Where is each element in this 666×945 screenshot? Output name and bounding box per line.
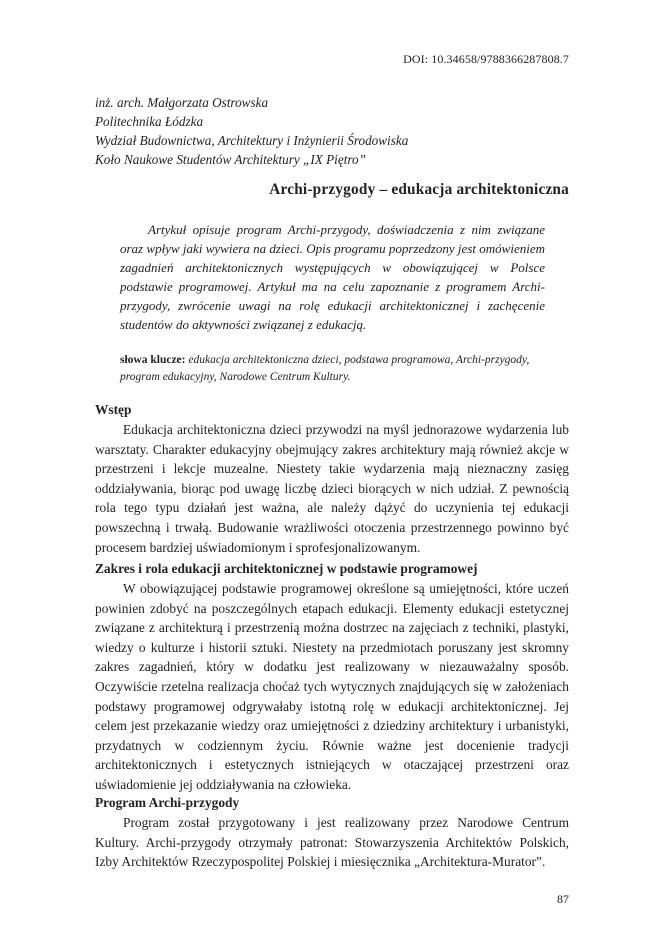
page-number: 87: [557, 892, 569, 906]
section-text-intro: Edukacja architektoniczna dzieci przywodzi na myśl jednorazowe wydarzenia lub warsztaty. Charakter edukacyjny obejmujący zakres architektury mają również akcje w przestrzeni i lekcje muzealne. Niestety takie wydarzenia mają nieznaczny zasięg oddziaływania, biorąc pod uwagę liczbę dzieci biorących w nich udział. Z pewnością rola tego typu działań jest ważna, ale należy dążyć do uczynienia tej edukacji powszechną i trwałą. Budowanie wrażliwości otoczenia przestrzennego powinno być procesem bardziej uświadomionym i sprofesjonalizowanym.: [95, 422, 569, 555]
section-heading-program: Program Archi-przygody: [95, 795, 240, 810]
keywords: [120, 352, 545, 386]
paper-title: Archi-przygody – edukacja architektoniczna: [269, 181, 569, 198]
keywords-value: edukacja architektoniczna dzieci, podstawa programowa, Archi-przygody, program edukacyjny, Narodowe Centrum Kultury.: [120, 354, 530, 383]
section-text-program: Program został przygotowany i jest realizowany przez Narodowe Centrum Kultury. Archi-przygody otrzymały patronat: Stowarzyszenia Architektów Polskich, Izby Architektów Rzeczypospolitej Polskiej i miesięcznika „Architektura-Murator”.: [95, 815, 569, 870]
abstract-text: Artykuł opisuje program Archi-przygody, doświadczenia z nim związane oraz wpływ jaki wywiera na dzieci. Opis programu poprzedzony jest omówieniem zagadnień architektonicznych występujących w obowiązującej w Polsce podstawie programowej. Artykuł ma na celu zapoznanie z programem Archi-przygody, zwrócenie uwagi na rolę edukacji architektonicznej i zachęcenie studentów do aktywności związanej z edukacją.: [120, 222, 545, 332]
section-text-scope: W obowiązującej podstawie programowej określone są umiejętności, które uczeń powinien zdobyć na poszczególnych etapach edukacji. Elementy edukacji estetycznej związane z architekturą i przestrzenią można dostrzec na zajęciach z techniki, plastyki, wiedzy o kulturze i historii sztuki. Niestety na przedmiotach poruszany jest skromny zakres zagadnień, który w dodatku jest realizowany w niezauważalny sposób. Oczywiście rzetelna realizacja choćaż tych wytycznych znajdujących się w założeniach podstawy programowej odgrywałaby istotną rolę w edukacji architektonicznej. Jej celem jest przekazanie wiedzy oraz umiejętności z dziedziny architektury i urbanistyki, przydatnych w codziennym życiu. Równie ważne jest docenienie tradycji architektonicznych i estetycznych istniejących w otaczającej przestrzeni oraz uświadomienie jej oddziaływania na człowieka.: [95, 581, 569, 792]
author-name: inż. arch. Małgorzata Ostrowska: [95, 95, 269, 110]
section-heading-intro: Wstęp: [95, 402, 132, 417]
author-block: [95, 93, 408, 169]
doi: DOI: 10.34658/9788366287808.7: [403, 52, 569, 66]
section-heading-scope: Zakres i rola edukacji architektonicznej w podstawie programowej: [95, 561, 478, 576]
abstract: [120, 220, 545, 334]
author-faculty: Wydział Budownictwa, Architektury i Inżynierii Środowiska: [95, 133, 409, 148]
author-club: Koło Naukowe Studentów Architektury „IX Piętro”: [95, 152, 366, 167]
keywords-label: słowa klucze:: [120, 354, 186, 366]
author-university: Politechnika Łódzka: [95, 114, 204, 129]
